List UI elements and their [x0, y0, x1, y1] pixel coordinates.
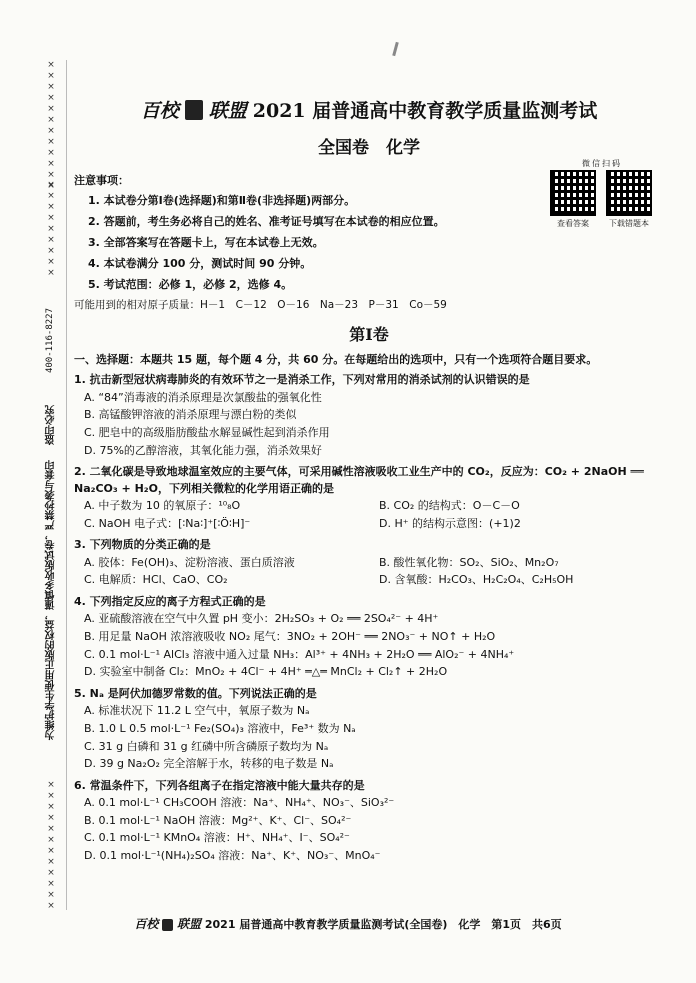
note-item: 1. 本试卷分第Ⅰ卷(选择题)和第Ⅱ卷(非选择题)两部分。 — [88, 194, 356, 207]
option-b: B. 酸性氧化物：SO₂、SiO₂、Mn₂O₇ — [379, 555, 559, 569]
question-stem: 2. 二氧化碳是导致地球温室效应的主要气体，可采用碱性溶液吸收工业生产中的 CO₂，反应为：CO₂ + 2NaOH ══ Na₂CO₃ + H₂O，下列相关微粒的化学用语正确的是 — [74, 465, 644, 495]
option-c: C. 电解质：HCl、CaO、CO₂ — [84, 573, 228, 587]
option-d: D. 0.1 mol·L⁻¹(NH₄)₂SO₄ 溶液：Na⁺、K⁺、NO₃⁻、MnO₄⁻ — [84, 849, 381, 863]
qr-codes — [550, 168, 652, 229]
logo-left: 百校 — [140, 100, 179, 122]
question-2 — [74, 464, 664, 532]
option-c: C. 0.1 mol·L⁻¹ AlCl₃ 溶液中通入过量 NH₃：Al³⁺ + 4NH₃ + 2H₂O ══ AlO₂⁻ + 4NH₄⁺ — [84, 647, 515, 661]
exam-page — [74, 96, 664, 865]
option-b: B. 高锰酸钾溶液的消杀原理与漂白粉的类似 — [84, 408, 297, 422]
note-item: 4. 本试卷满分 100 分，测试时间 90 分钟。 — [88, 257, 312, 271]
option-c: C. 肥皂中的高级脂肪酸盐水解显碱性起到消杀作用 — [84, 425, 330, 439]
question-stem: 3. 下列物质的分类正确的是 — [74, 538, 211, 552]
section-instruction: 一、选择题：本题共 15 题，每个题 4 分，共 60 分。在每题给出的选项中，只有一个选项符合题目要求。 — [74, 353, 598, 367]
note-item: 3. 全部答案写在答题卡上，写在本试卷上无效。 — [88, 236, 324, 250]
option-b: B. 0.1 mol·L⁻¹ NaOH 溶液：Mg²⁺、K⁺、Cl⁻、SO₄²⁻ — [84, 813, 352, 827]
cut-line-marks: ×××××××××××× — [46, 780, 56, 912]
cut-line-marks: ××××××××× — [46, 180, 56, 279]
question-4 — [74, 594, 664, 681]
page-footer — [0, 915, 696, 932]
option-d: D. 39 g Na₂O₂ 完全溶解于水，转移的电子数是 Nₐ — [84, 757, 334, 771]
question-stem: 6. 常温条件下，下列各组离子在指定溶液中能大量共存的是 — [74, 778, 365, 792]
question-stem: 1. 抗击新型冠状病毒肺炎的有效环节之一是消杀工作，下列对常用的消杀试剂的认识错误的是 — [74, 373, 530, 387]
option-d: D. 含氧酸：H₂CO₃、H₂C₂O₄、C₂H₅OH — [379, 573, 574, 587]
option-a: A. 中子数为 10 的氧原子：¹⁰₈O — [84, 499, 241, 513]
option-c: C. NaOH 电子式：[∶Na∶]⁺[∶Ö∶H]⁻ — [84, 516, 251, 530]
qr-mistakes-label: 下载错题本 — [609, 219, 649, 228]
footer-logo-right: 联盟 — [177, 917, 202, 931]
qr-mistakes[interactable] — [606, 168, 652, 229]
logo-right: 联盟 — [208, 100, 247, 122]
question-6 — [74, 778, 664, 865]
qr-answers[interactable] — [550, 168, 596, 229]
scan-mark — [392, 42, 399, 56]
exam-header — [74, 96, 664, 123]
option-d: D. 75%的乙醇溶液，其氧化能力强，消杀效果好 — [84, 443, 322, 457]
option-a: A. 0.1 mol·L⁻¹ CH₃COOH 溶液：Na⁺、NH₄⁺、NO₃⁻、SiO₃²⁻ — [84, 796, 395, 810]
exam-subtitle: 全国卷 化学 — [318, 138, 420, 158]
cut-line-marks: ×××××××××××× — [46, 60, 56, 192]
question-3 — [74, 537, 664, 589]
question-stem: 5. Nₐ 是阿伏加德罗常数的值。下列说法正确的是 — [74, 686, 317, 700]
notes-block — [74, 159, 664, 312]
option-a: A. 标准状况下 11.2 L 空气中，氧原子数为 Nₐ — [84, 704, 310, 718]
question-5 — [74, 686, 664, 773]
option-b: B. 用足量 NaOH 浓溶液吸收 NO₂ 尾气：3NO₂ + 2OH⁻ ══ 2NO₃⁻ + NO↑ + H₂O — [84, 630, 496, 644]
atomic-masses: 可能用到的相对原子质量：H－1 C－12 O－16 Na－23 P－31 Co－59 — [74, 299, 447, 312]
notes-heading: 注意事项： — [74, 174, 129, 187]
qr-code-icon — [550, 170, 596, 216]
question-1 — [74, 372, 664, 459]
footer-text: 2021 届普通高中教育教学质量监测考试(全国卷) 化学 第1页 共6页 — [204, 918, 562, 931]
option-d: D. 实验室中制备 Cl₂：MnO₂ + 4Cl⁻ + 4H⁺ ═△═ MnCl₂ + Cl₂↑ + 2H₂O — [84, 665, 448, 679]
option-a: A. “84”消毒液的消杀原理是次氯酸盐的强氧化性 — [84, 390, 322, 404]
anti-piracy-notice: 为维护学生使用正版的权益，谨慎多收版试卷，严禁抄袭与套印 — [46, 460, 57, 740]
option-a: A. 亚硫酸溶液在空气中久置 pH 变小：2H₂SO₃ + O₂ ══ 2SO₄²⁻ + 4H⁺ — [84, 612, 439, 626]
section-title: 第Ⅰ卷 — [349, 325, 389, 345]
note-item: 2. 答题前，考生务必将自己的姓名、准考证号填写在本试卷的相应位置。 — [88, 215, 445, 229]
question-stem: 4. 下列指定反应的离子方程式正确的是 — [74, 594, 266, 608]
qr-answers-label: 查看答案 — [557, 219, 589, 228]
option-b: B. CO₂ 的结构式：O－C－O — [379, 499, 520, 513]
option-c: C. 0.1 mol·L⁻¹ KMnO₄ 溶液：H⁺、NH₄⁺、I⁻、SO₄²⁻ — [84, 831, 350, 845]
footer-logo-left: 百校 — [134, 917, 159, 931]
qr-heading: 微信扫码 — [582, 159, 622, 168]
seal-icon — [185, 100, 203, 120]
margin-divider — [66, 60, 67, 910]
option-d: D. H⁺ 的结构示意图：(+1)2 — [379, 516, 521, 530]
anti-piracy-marker: 盗印必究 — [46, 405, 57, 445]
exam-title: 2021 届普通高中教育教学质量监测考试 — [252, 100, 598, 122]
note-item: 5. 考试范围：必修 1，必修 2，选修 4。 — [88, 278, 293, 292]
hotline-number: 400-116-8227 — [45, 308, 55, 374]
option-a: A. 胶体：Fe(OH)₃、淀粉溶液、蛋白质溶液 — [84, 555, 295, 569]
qr-code-icon — [606, 170, 652, 216]
binding-margin — [40, 60, 66, 910]
option-b: B. 1.0 L 0.5 mol·L⁻¹ Fe₂(SO₄)₃ 溶液中，Fe³⁺ 数为 Nₐ — [84, 721, 356, 735]
option-c: C. 31 g 白磷和 31 g 红磷中所含磷原子数均为 Nₐ — [84, 739, 329, 753]
seal-icon — [162, 919, 173, 931]
